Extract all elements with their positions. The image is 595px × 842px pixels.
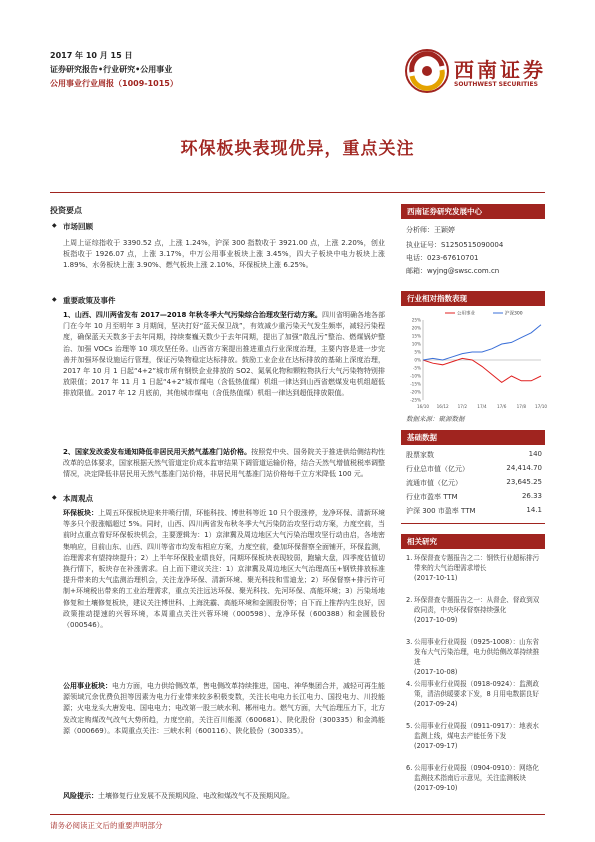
y-tick-label: 20%	[411, 325, 421, 331]
related-research-text[interactable]: 环保督查专题报告之二：钢铁行业超标排污带来的大气治理需求增长	[414, 554, 540, 572]
views-heading: ◆ 本周观点	[63, 493, 93, 504]
related-research-number: 2.	[406, 596, 413, 604]
y-tick-label: -20%	[410, 389, 421, 395]
market-review-text: 上周上证综指收于 3390.52 点，上涨 1.24%，沪深 300 指数收于 3921.00 点，上涨 2.20%，创业板指收于 1926.07 点，上涨 3.17%，中万公用事业板块上涨 3.45%，四大子板块中电力板块上涨 1.89%、水务板块上涨 3.90%、燃气板块上涨 2.10%、环保板块上涨 6.25%。	[63, 239, 385, 270]
basic-data-label: 股票家数	[406, 451, 434, 459]
views-env-label: 环保板块：	[63, 509, 99, 517]
y-tick-label: 0%	[414, 357, 421, 363]
related-research-date: (2017-09-17)	[414, 742, 458, 750]
x-tick-label: 17/4	[477, 404, 487, 409]
y-tick-label: -10%	[410, 373, 421, 379]
basic-data-label: 流通市值（亿元）	[406, 479, 462, 487]
series-line	[423, 358, 541, 382]
phone-number: 023-67610701	[427, 254, 479, 262]
basic-data-value: 26.33	[521, 492, 542, 500]
x-tick-label: 16/12	[436, 404, 449, 409]
report-type: 公用事业行业周报（1009-1015）	[50, 79, 178, 88]
related-research-text[interactable]: 公用事业行业周报（0904-0910）：网络化监测技术指南后示意见，关注监测板块	[414, 764, 539, 782]
x-tick-label: 17/8	[516, 404, 527, 409]
email-line[interactable]	[406, 266, 499, 277]
views-util	[63, 681, 385, 737]
related-research-title: 相关研究	[401, 534, 545, 549]
related-research-text[interactable]: 公用事业行业周报（0918-0924）：监测政策，清洁供暖要求下发，8 月用电数据良好	[414, 680, 539, 698]
x-tick-label: 17/10	[534, 404, 548, 409]
chart-box-title: 行业相对指数表现	[401, 291, 545, 306]
analyst-line	[406, 225, 455, 236]
related-research-date: (2017-10-11)	[414, 574, 458, 582]
phone-line	[406, 253, 479, 264]
views-util-text: 电力方面，电力供给侧改革，售电侧改革持续推进，国电、神华集团合并，减轻可再生能源领域冗余优费负担等因素为电力行业带来较多积极变数，关注长电电力长江电力、国投电力、川投能源；火电龙头大唐发电、国电电力；电改第一股三峡水利、郴州电力。燃气方面，大气治理压力下，北方发改定购煤改气改气大势所趋，力度空前，关注百川能源（600681）、陕化股份（300335）和金鸿能源（000669）。本周重点关注：三峡水利（600116）、陕化股份（300335）。	[63, 682, 385, 735]
y-tick-label: -25%	[410, 397, 421, 403]
basic-data-label: 行业市盈率 TTM	[406, 493, 458, 501]
views-util-label: 公用事业板块：	[63, 682, 112, 690]
brand-name-en: SOUTHWEST SECURITIES	[454, 81, 538, 88]
related-research-number: 5.	[406, 722, 413, 730]
related-research-number: 3.	[406, 638, 413, 646]
risk-text: 土壤修复行业发展不及预期风险、电改和煤改气不及预期风险。	[98, 792, 294, 800]
y-tick-label: 5%	[414, 349, 421, 355]
title-divider	[50, 192, 545, 193]
x-tick-label: 16/10	[416, 404, 430, 409]
basic-data-title: 基础数据	[401, 430, 545, 445]
policy-item-1-title: 1、山西、四川两省发布 2017—2018 年秋冬季大气污染综合治理攻坚行动方案。	[63, 311, 322, 319]
basic-data-label: 行业总市值（亿元）	[406, 465, 469, 473]
y-tick-label: 15%	[411, 333, 421, 339]
basic-data-row	[406, 506, 542, 516]
chart-source: 数据来源：聚源数据	[406, 415, 465, 423]
research-center-title: 西南证券研究发展中心	[401, 204, 545, 219]
phone-label: 电话：	[406, 254, 427, 262]
legend-label: 公用事业	[457, 311, 475, 317]
related-research-item[interactable]	[406, 679, 540, 709]
brand-logo	[402, 48, 552, 100]
legend-label: 沪深300	[505, 311, 523, 317]
analyst-name: 王颖婷	[434, 226, 455, 234]
related-research-text[interactable]: 公用事业行业周报（0925-1008）：山东省发布大气污染治理，电力供给侧改革持续推进	[414, 638, 540, 666]
policy-item-2-text: 按照党中央、国务院关于推进供给侧结构性改革的总体要求，国家根据天然气管道定价成本监审结果下调管道运输价格，结合天然气增值税税率调整情况，决定降低非居民用天然气基准门站价格，非居民用气基准门站价格每千立方米降低 100 元。	[63, 448, 386, 479]
views-env-text: 上周五环保板块迎来井喷行情，环能科技、博世科等近 10 只个股涨停，龙净环保、清新环境等多只个股涨幅超过 5%。同时，山西、四川两省发布秋冬季大气污染防治攻坚行动方案，力度空前，当前时点重点看好环保板块机会，主要逻辑为：1）京津冀及周边地区大气污染治理攻坚行动由启，各地密集响应，目前山东、山西、四川等省市均发布相应方案，力度空前，叠加环保督察全面铺开，环保监测，治理需求有望持续提升；2）上半年环保股业绩良好，同期环保板块表现较弱，跑输大盘，四季度估值切换行情下，板块存在补涨需求。自上而下建议关注：1）京津冀及周边地区大气治理高压+钢铁排放标准提升带来的大气监测治理机会，关注龙净环保、清新环境、聚光科技和雪迪龙；2）环保督察+排污许可制+环境税出带来的工业治理需求，重点关注远达环保、聚光科技、先河环保、高能环境；3）污染场地修复和土壤修复板块，建议关注博世科、上海洗霸、高能环境和金圆股份等；自下而上推荐内生良好，因政策推动提速的兴蓉环境，本周重点关注兴蓉环境（000598）、龙净环保（600388）和金圆股份（000546）。	[63, 509, 386, 630]
policy-item-2	[63, 447, 385, 481]
policy-item-1-text: 四川省明确各地各部门在今年 10 月至明年 3 月期间，坚决打好“蓝天保卫战”，有效减少重污染天气发生频率，减轻污染程度，确保蓝天天数多于去年同期，持续秦巍天数少于去年同期，提出了加强“散乱污”整治、燃煤锅炉整治、加强 VOCs 治理等 10 项攻坚任务。山西省方案提出推进重点行业深度治理，主要内容是进一步完善并加强环保设施运行管理，保证污染物稳定达标排放。鼓励工业企业在达标排放的基础上深度治理，2017 年 10 月 1 日起“4+2”城市所有钢铁企业排放的 SO2、氮氧化物和颗粒物执行大气污染物特别排放限值；2017 年 11 月 1 日起“4+2”城市煤电（含低热值煤）机组一律达到山西省燃煤发电机组超低排放限值。2017 年 12 月底前，其他城市煤电（含低热值煤）机组一律达到超低排放限值。	[63, 311, 385, 398]
cert-label: 执业证号：	[406, 241, 441, 249]
related-research-item[interactable]	[406, 553, 540, 583]
brand-emblem-icon	[404, 48, 450, 94]
risk-note	[63, 791, 385, 802]
related-research-date: (2017-09-24)	[414, 700, 458, 708]
policy-item-2-title: 2、国家发改委发布通知降低非居民用天然气基准门站价格。	[63, 448, 252, 456]
email-address[interactable]: wyjng@swsc.com.cn	[427, 267, 500, 275]
section-heading: 投资要点	[50, 206, 82, 215]
basic-data-row	[406, 478, 542, 488]
report-category: 证券研究报告•行业研究•公用事业	[50, 65, 173, 74]
related-research-item[interactable]	[406, 595, 540, 625]
basic-data-value: 14.1	[526, 506, 542, 514]
basic-data-row	[406, 492, 542, 502]
related-research-number: 6.	[406, 764, 413, 772]
x-tick-label: 17/6	[496, 404, 507, 409]
analyst-label: 分析师：	[406, 226, 434, 234]
cert-line	[406, 240, 503, 251]
basic-data-row	[406, 450, 542, 460]
policy-item-1	[63, 310, 385, 400]
views-env	[63, 508, 385, 631]
related-research-text[interactable]: 公用事业行业周报（0911-0917）：地表水监测上线，煤电去产能任务下发	[414, 722, 539, 740]
basic-data-divider	[401, 523, 545, 524]
footer-divider	[50, 814, 545, 815]
related-research-text[interactable]: 环保督查专题报告之一：从督企、督政到双政同责，中央环保督察持续强化	[414, 596, 540, 614]
risk-label: 风险提示：	[63, 792, 98, 800]
related-research-number: 4.	[406, 680, 413, 688]
page-title: 环保板块表现优异，重点关注	[180, 139, 415, 159]
related-research-date: (2017-10-09)	[414, 616, 458, 624]
basic-data-row	[406, 464, 542, 474]
report-date: 2017 年 10 月 15 日	[50, 51, 133, 60]
related-research-item[interactable]	[406, 637, 540, 677]
relative-index-chart	[401, 308, 548, 414]
x-tick-label: 17/2	[457, 404, 468, 409]
basic-data-value: 24,414.70	[506, 464, 542, 472]
related-research-date: (2017-10-08)	[414, 668, 458, 676]
policy-heading: ◆ 重要政策及事件	[63, 295, 116, 306]
email-label: 邮箱：	[406, 267, 427, 275]
y-tick-label: -5%	[412, 365, 421, 371]
y-tick-label: -15%	[410, 381, 421, 387]
basic-data-value: 23,645.25	[506, 478, 542, 486]
y-tick-label: 10%	[411, 341, 421, 347]
market-review-heading: ◆ 市场回顾	[63, 221, 93, 232]
cert-number: S1250515090004	[441, 241, 504, 249]
related-research-item[interactable]	[406, 721, 540, 751]
related-research-item[interactable]	[406, 763, 540, 793]
footer-disclaimer: 请务必阅读正文后的重要声明部分	[50, 821, 163, 830]
basic-data-label: 沪深 300 市盈率 TTM	[406, 507, 476, 515]
brand-name-cn: 西南证券	[454, 58, 546, 82]
related-research-date: (2017-09-10)	[414, 784, 458, 792]
basic-data-value: 140	[528, 450, 542, 458]
series-line	[423, 325, 541, 360]
y-tick-label: 25%	[411, 317, 421, 323]
related-research-number: 1.	[406, 554, 413, 562]
